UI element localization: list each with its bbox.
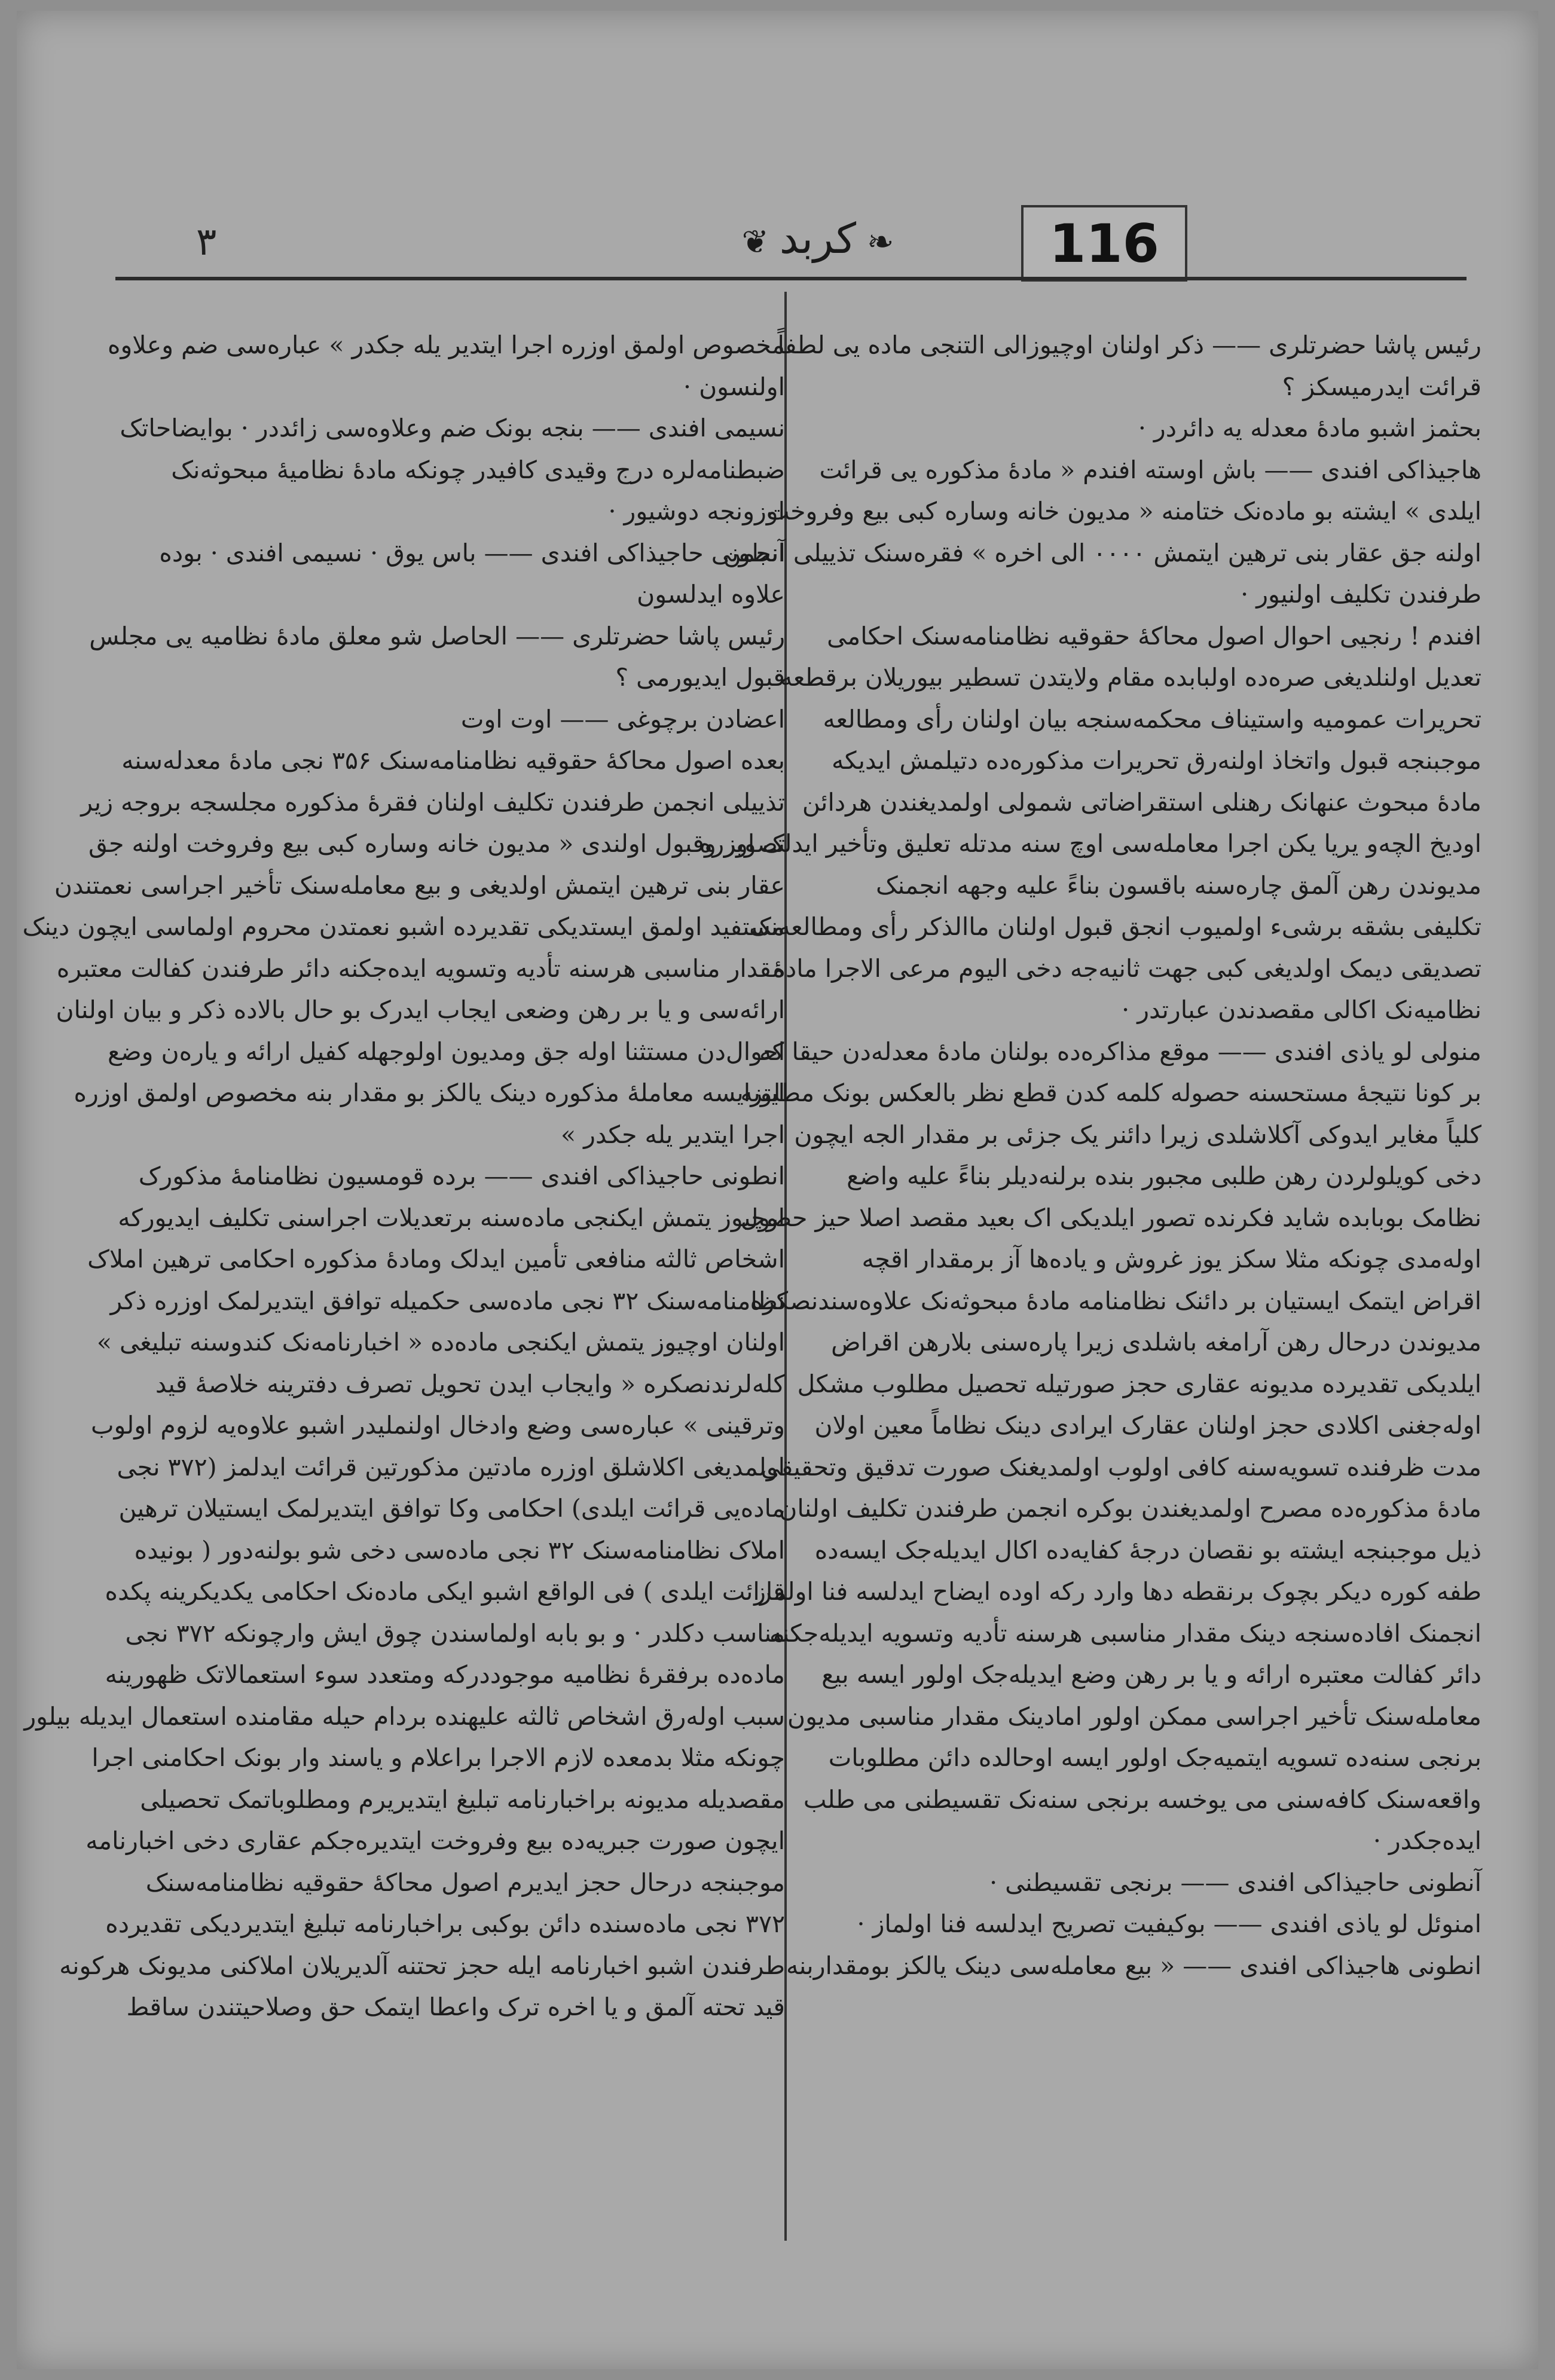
text-line: ۳۷۲ نجی ماده‌سنده دائن بوکبی براخبارنامه تبلیغ ایتدیردیکی تقدیرده [105, 1910, 785, 1938]
text-line: نظامنامه‌سنک ۳۲ نجی ماده‌سی حکمیله توافق ایتدیرلمک اوزره ذکر [110, 1286, 785, 1315]
text-line: منولی لو یاذی افندی —— موقع مذاکره‌ده بولنان ماده‌ٔ معدله‌دن حیقا که [759, 1037, 1481, 1066]
text-line: هاجیذاکی افندی —— باش اوسته افندم « ماده‌ٔ مذکوره یی قرائت [819, 455, 1481, 484]
text-line: مدیوندن درحال رهن آرامغه باشلدی زیرا پاره‌سنی بلارهن اقراض [831, 1328, 1481, 1356]
text-line: معامله‌سنک تأخیر اجراسی ممکن اولور امادینک مقدار مناسبی مدیون [787, 1701, 1481, 1731]
text-line: ماده‌ٔ مذکوره‌ده مصرح اولمدیغندن بوکره انجمن طرفندن تکلیف اولنان [779, 1494, 1481, 1523]
text-line: قید تحته آلمق و یا اخره ترک واعطا ایتمک حق وصلاحیتندن ساقط [126, 1993, 785, 2021]
ornament-icon: ❧ [867, 223, 894, 261]
text-line: سبب اوله‌رق اشخاص ثالثه علیهنده بردام حیله مقامنده استعمال ایدیله بیلور [24, 1701, 785, 1731]
folio-number: 116 [1021, 205, 1187, 282]
text-line: تذییلی انجمن طرفندن تکلیف اولنان فقره‌ٔ مذکوره مجلسجه بروجه زیر [81, 787, 785, 817]
text-line: مقدار مناسبی هرسنه تأدیه وتسویه ایده‌جکنه دائر طرفندن کفالت معتبره [56, 954, 785, 983]
text-line: مناسب دکلدر · و بو بابه اولماسندن چوق ایش وارچونکه ۳۷۲ نجی [125, 1618, 785, 1648]
text-line: اودیخ الچه‌و یریا یکن اجرا معامله‌سی اوچ سنه مدتله تعلیق وتأخیر ایدلک اوزره [699, 829, 1481, 858]
text-line: تکلیفی بشقه برشیء اولمیوب انجق قبول اولنان ماالذکر رأی ومطالعه‌نک [749, 912, 1481, 941]
text-line: قرائت ایدرمیسکز ؟ [1282, 372, 1481, 401]
text-line: علاوه ایدلسون [637, 580, 785, 609]
text-line: اولنان اوچیوز یتمش ایکنجی ماده‌ده « اخبارنامه‌نک کندوسنه تبلیغی » [96, 1328, 785, 1356]
text-line: مقصدیله مدیونه براخبارنامه تبلیغ ایتدیریرم ومطلوباتمک تحصیلی [140, 1785, 785, 1814]
text-line: مستفید اولمق ایستدیکی تقدیرده اشبو نعمتدن محروم اولماسی ایچون دینک [22, 912, 785, 941]
text-line: اوله‌مدی چونکه مثلا سکز یوز غروش و یاده‌ها آز برمقدار اقچه [861, 1245, 1481, 1273]
text-line: وترقینی » عباره‌سی وضع وادخال اولنملیدر اشبو علاوه‌یه لزوم اولوب [90, 1411, 785, 1440]
text-line: انطونی هاجیذاکی افندی —— « بیع معامله‌سی دینک یالکز بومقداربنه [786, 1951, 1481, 1980]
text-line: تصدیقی دیمک اولدیغی کبی جهت ثانیه‌جه دخی الیوم مرعی الاجرا ماده‌ٔ [772, 954, 1481, 983]
text-line: مدیوندن رهن آلمق چاره‌سنه باقسون بناءً علیه وجهه انجمنک [876, 870, 1481, 900]
text-line: اشخاص ثالثه منافعی تأمین ایدلک وماده‌ٔ مذکوره احکامی ترهین املاک [87, 1245, 785, 1273]
text-line: ایتزایسه معامله‌ٔ مذکوره دینک یالکز بو مقدار بنه مخصوص اولمق اوزره [74, 1079, 785, 1107]
text-line: انجمنک افاده‌سنجه دینک مقدار مناسبی هرسنه تأدیه وتسویه ایدیله‌جکنه [769, 1618, 1481, 1648]
text-line: طرفندن اشبو اخبارنامه ایله حجز تحتنه آلدیریلان املاکنی مدیونک هرکونه [59, 1951, 785, 1980]
text-line: ارائه‌سی و یا بر رهن وضعی ایجاب ایدرک بو حال بالاده ذکر و بیان اولنان [56, 995, 785, 1024]
left-column [22, 325, 785, 2028]
ornament-icon: ❦ [741, 223, 769, 261]
text-line: اوزونجه دوشیور · [608, 497, 785, 526]
masthead [704, 214, 931, 263]
text-line: آنطونی حاجیذاکی افندی —— برنجی تقسیطنی · [989, 1868, 1481, 1897]
text-line: موجبنجه قبول واتخاذ اولنه‌رق تحریرات مذکوره‌ده دتیلمش ایدیکه [832, 746, 1481, 775]
text-line: ایچون صورت جبریه‌ده بیع وفروخت ایتدیره‌جکم عقاری دخی اخبارنامه [85, 1826, 785, 1855]
text-line: مدت ظرفنده تسویه‌سنه کافی اولوب اولمدیغنک صورت تدقیق وتحقیقی [760, 1452, 1481, 1481]
text-line: ماده‌یی قرائت ایلدی) احکامی وکا توافق ایتدیرلمک ایستیلان ترهین [118, 1494, 785, 1523]
text-line: تصویر وقبول اولندی « مدیون خانه وساره کبی بیع وفروخت اولنه جق [88, 829, 785, 858]
text-line: بر کونا نتیجه‌ٔ مستحسنه حصوله کلمه کدن قطع نظر بالعکس بونک مطلوبه [740, 1079, 1481, 1107]
text-line: مخصوص اولمق اوزره اجرا ایتدیر یله جکدر » عباره‌سی ضم وعلاوه [108, 331, 785, 359]
text-line: نظامیه‌نک اکالی مقصدندن عبارتدر · [1122, 995, 1481, 1024]
text-line: ضبطنامه‌لره درج وقیدی کافیدر چونکه ماده‌ٔ نظامیه‌ٔ مبحوثه‌نک [171, 455, 785, 484]
text-line: عقار بنی ترهین ایتمش اولدیغی و بیع معامله‌سنک تأخیر اجراسی نعمتندن [54, 870, 785, 900]
text-line: برنجی سنه‌ده تسویه ایتمیه‌جک اولور ایسه اوحالده دائن مطلوبات [828, 1743, 1481, 1772]
text-line: انطونی حاجیذاکی افندی —— برده قومسیون نظامنامه‌ٔ مذکورک [138, 1162, 785, 1190]
page-number: ٣ [196, 220, 217, 264]
text-line: چونکه مثلا بدمعده لازم الاجرا براعلام و یاسند وار بونک احکامنی اجرا [91, 1743, 785, 1772]
text-line: بعده اصول محاکه‌ٔ حقوقیه نظامنامه‌سنک ۳۵۶ نجی ماده‌ٔ معدله‌سنه [121, 746, 785, 775]
text-line: اولنسون · [683, 372, 785, 401]
text-line: نسیمی افندی —— بنجه بونک ضم وعلاوه‌سی زائددر · بوایضاحاتک [120, 414, 785, 442]
text-line: ایده‌جکدر · [1373, 1826, 1481, 1855]
text-line: بحثمز اشبو ماده‌ٔ معدله یه دائردر · [1138, 414, 1481, 442]
text-line: اولمدیغی اکلاشلق اوزره مادتین مذکورتین قرائت ایدلمز (۳۷۲ نجی [117, 1452, 785, 1481]
text-line: افندم ! رنجیی احوال اصول محاکه‌ٔ حقوقیه نظامنامه‌سنک احکامی [827, 621, 1481, 650]
text-line: ذیل موجبنجه ایشته بو نقصان درجه‌ٔ کفایه‌ده اکال ایدیله‌جک ایسه‌ده [814, 1535, 1481, 1565]
text-line: تعدیل اولنلدیغی صره‌ده اولبابده مقام ولایتدن تسطیر بیوریلان برقطعه [780, 663, 1481, 692]
text-line: طفه کوره دیکر بچوک برنقطه دها وارد رکه اوده ایضاح ایدلسه فنا اولماز [754, 1577, 1481, 1606]
text-line: دائر کفالت معتبره ارائه و یا بر رهن وضع ایدیله‌جک اولور ایسه بیع [821, 1660, 1481, 1689]
text-line: آنطونی حاجیذاکی افندی —— باس یوق · نسیمی افندی · بوده [159, 538, 785, 567]
text-line: قبول ایدیورمی ؟ [615, 663, 785, 692]
text-line: ایلدیکی تقدیرده مدیونه عقاری حجز صورتیله تحصیل مطلوب مشکل [797, 1369, 1481, 1398]
text-line: ماده‌ٔ مبحوث عنهانک رهنلی استقراضاتی شمولی اولمدیغندن هردائن [802, 787, 1481, 817]
text-line: نظامک بوبابده شاید فکرنده تصور ایلدیکی اک بعید مقصد اصلا حیز حصول [740, 1203, 1481, 1232]
text-line: ماده‌ده برفقره‌ٔ نظامیه موجوددرکه ومتعدد سوء استعمالاتک ظهورینه [105, 1660, 785, 1689]
newspaper-page [17, 11, 1538, 2369]
text-line: کله‌لرندنصکره « وایجاب ایدن تحویل تصرف دفترینه خلاصه‌ٔ قید [155, 1369, 785, 1398]
text-line: احوال‌دن مستثنا اوله جق ومدیون اولوجهله کفیل ارائه و یاره‌ن وضع [108, 1037, 785, 1066]
text-line: دخی کویلولردن رهن طلبی مجبور بنده برلنه‌دیلر بناءً علیه واضع [847, 1162, 1481, 1190]
text-line: رئیس پاشا حضرتلری —— الحاصل شو معلق ماده‌ٔ نظامیه یی مجلس [89, 621, 785, 650]
header-rule [115, 277, 1467, 280]
text-line: اقراض ایتمک ایستیان بر دائنک نظامنامه ماده‌ٔ مبحوثه‌نک علاوه‌سندنصکره [750, 1286, 1481, 1315]
text-line: اوچیوز یتمش ایکنجی ماده‌سنه برتعدیلات اجراسنی تکلیف ایدیورکه [118, 1203, 785, 1232]
masthead-title: کربد [779, 214, 857, 263]
text-line: موجبنجه درحال حجز ایدیرم اصول محاکه‌ٔ حقوقیه نظامنامه‌سنک [145, 1868, 785, 1897]
text-line: اجرا ایتدیر یله جکدر » [561, 1120, 785, 1149]
text-line: رئیس پاشا حضرتلری —— ذکر اولنان اوچیوزالی التنجی ماده یی لطفاً [777, 331, 1481, 359]
text-line: واقعه‌سنک کافه‌سنی می یوخسه برنجی سنه‌نک تقسیطنی می طلب [803, 1785, 1481, 1814]
text-line: اعضادن برچوغی —— اوت اوت [460, 704, 785, 734]
text-line: اوله‌جغنی اکلادی حجز اولنان عقارک ایرادی دینک نظاماً معین اولان [814, 1411, 1481, 1440]
text-line: املاک نظامنامه‌سنک ۳۲ نجی ماده‌سی دخی شو بولنه‌دور ( بونیده [134, 1535, 785, 1565]
text-line: اولنه جق عقار بنی ترهین ایتمش ۰۰۰۰ الی اخره » فقره‌سنک تذییلی انجمن [723, 538, 1481, 567]
text-line: کلیاً مغایر ایدوکی آکلاشلدی زیرا دائنر یک جزئی بر مقدار الجه ایچون [794, 1120, 1481, 1149]
text-line: امنوئل لو یاذی افندی —— بوکیفیت تصریح ایدلسه فنا اولماز · [857, 1910, 1481, 1938]
text-line: طرفندن تکلیف اولنیور · [1241, 580, 1481, 609]
text-line: ایلدی » ایشته بو ماده‌نک ختامنه « مدیون خانه وساره کبی بیع وفروخت [766, 497, 1481, 526]
text-line: تحریرات عمومیه واستیناف محکمه‌سنجه بیان اولنان رأی ومطالعه [823, 704, 1481, 734]
text-line: قرائت ایلدی ) فی الواقع اشبو ایکی ماده‌نک احکامی یکدیکرینه پکده [105, 1577, 785, 1606]
